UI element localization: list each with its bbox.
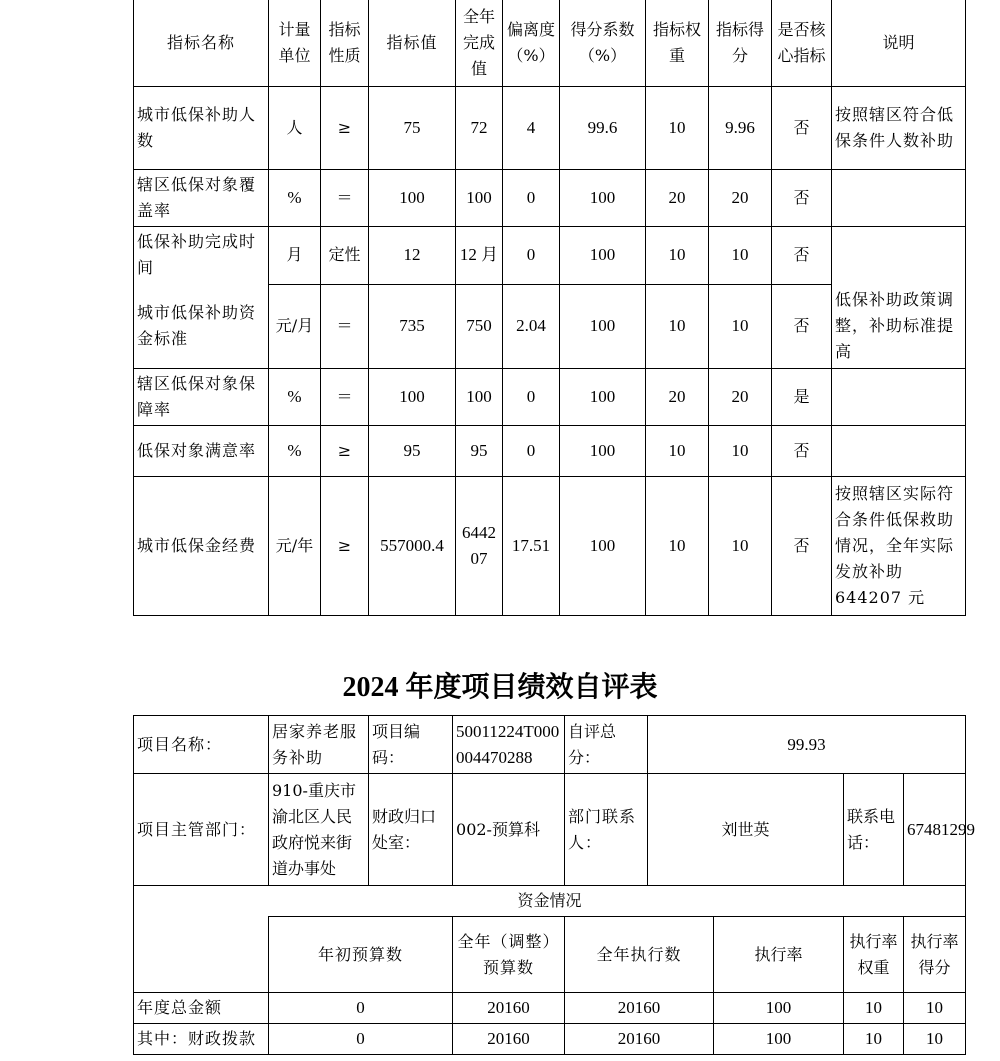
header-weight: 指标权重 [646, 0, 709, 86]
funds-row-executed: 20160 [565, 1024, 714, 1055]
funds-row-rate: 100 [714, 1024, 844, 1055]
header-coefficient: 得分系数（%） [560, 0, 646, 86]
row-nature: ≥ [321, 86, 369, 169]
project-dept-row [134, 774, 966, 886]
funds-row-adjusted: 20160 [453, 1024, 565, 1055]
row-core: 否 [772, 226, 832, 284]
header-actual: 全年完成值 [456, 0, 503, 86]
contact-label: 部门联系人： [565, 774, 648, 886]
row-score: 20 [709, 368, 772, 425]
self-score-label: 自评总分： [565, 716, 648, 774]
table-row [134, 993, 966, 1024]
row-weight: 20 [646, 169, 709, 226]
row-target: 75 [369, 86, 456, 169]
row-note [832, 226, 966, 284]
row-nature: ≥ [321, 476, 369, 615]
row-unit: 人 [269, 86, 321, 169]
row-score: 20 [709, 169, 772, 226]
row-name: 辖区低保对象覆盖率 [134, 169, 269, 226]
finance: 002-预算科 [453, 774, 565, 886]
contact: 刘世英 [648, 774, 844, 886]
row-core: 否 [772, 169, 832, 226]
header-unit: 计量单位 [269, 0, 321, 86]
funds-label: 资金情况 [134, 886, 966, 917]
row-coefficient: 100 [560, 425, 646, 476]
row-deviation: 0 [503, 226, 560, 284]
row-note: 按照辖区实际符合条件低保救助情况，全年实际发放补助 644207 元 [832, 476, 966, 615]
project-code: 50011224T000004470288 [453, 716, 565, 774]
funds-row-initial: 0 [269, 1024, 453, 1055]
row-score: 10 [709, 226, 772, 284]
row-deviation: 17.51 [503, 476, 560, 615]
row-actual: 644207 [456, 476, 503, 615]
funds-row-label: 其中：财政拨款 [134, 1024, 269, 1055]
funds-header-adjusted: 全年（调整）预算数 [453, 917, 565, 993]
funds-row-initial: 0 [269, 993, 453, 1024]
row-core: 否 [772, 476, 832, 615]
table-row [134, 226, 966, 284]
row-core: 否 [772, 86, 832, 169]
row-nature: 定性 [321, 226, 369, 284]
funds-row-rate-weight: 10 [844, 993, 904, 1024]
row-actual: 100 [456, 169, 503, 226]
row-weight: 10 [646, 226, 709, 284]
funds-row-adjusted: 20160 [453, 993, 565, 1024]
funds-row-rate-score: 10 [904, 1024, 966, 1055]
row-core: 是 [772, 368, 832, 425]
row-coefficient: 100 [560, 368, 646, 425]
row-nature: ＝ [321, 284, 369, 368]
row-core: 否 [772, 425, 832, 476]
table-row [134, 284, 966, 368]
finance-label: 财政归口处室： [369, 774, 453, 886]
funds-header-initial: 年初预算数 [269, 917, 453, 993]
header-score: 指标得分 [709, 0, 772, 86]
table-row [134, 1024, 966, 1055]
row-target: 100 [369, 368, 456, 425]
row-unit: % [269, 425, 321, 476]
row-actual: 95 [456, 425, 503, 476]
row-score: 10 [709, 284, 772, 368]
row-target: 557000.4 [369, 476, 456, 615]
row-core: 否 [772, 284, 832, 368]
row-name: 低保补助完成时间 [134, 226, 269, 284]
row-coefficient: 100 [560, 476, 646, 615]
row-target: 100 [369, 169, 456, 226]
funds-row-rate: 100 [714, 993, 844, 1024]
row-score: 9.96 [709, 86, 772, 169]
phone: 67481299 [904, 774, 966, 886]
header-name: 指标名称 [134, 0, 269, 86]
row-target: 12 [369, 226, 456, 284]
row-weight: 10 [646, 425, 709, 476]
row-note: 按照辖区符合低保条件人数补助 [832, 86, 966, 169]
funds-header-blank [134, 917, 269, 993]
row-actual: 12 月 [456, 226, 503, 284]
row-unit: 元/月 [269, 284, 321, 368]
row-deviation: 4 [503, 86, 560, 169]
row-note [832, 169, 966, 226]
header-target: 指标值 [369, 0, 456, 86]
self-score: 99.93 [648, 716, 966, 774]
row-unit: % [269, 169, 321, 226]
row-name: 城市低保金经费 [134, 476, 269, 615]
funds-row-executed: 20160 [565, 993, 714, 1024]
funds-row-rate-score: 10 [904, 993, 966, 1024]
table-row [134, 425, 966, 476]
project-code-label: 项目编码： [369, 716, 453, 774]
funds-header-rate-weight: 执行率权重 [844, 917, 904, 993]
row-note [832, 368, 966, 425]
funds-header-row [134, 917, 966, 993]
row-weight: 10 [646, 476, 709, 615]
phone-label: 联系电话： [844, 774, 904, 886]
project-name-label: 项目名称： [134, 716, 269, 774]
row-name: 辖区低保对象保障率 [134, 368, 269, 425]
row-target: 735 [369, 284, 456, 368]
header-deviation: 偏离度（%） [503, 0, 560, 86]
row-deviation: 0 [503, 368, 560, 425]
row-deviation: 0 [503, 425, 560, 476]
header-core: 是否核心指标 [772, 0, 832, 86]
row-actual: 100 [456, 368, 503, 425]
row-nature: ＝ [321, 169, 369, 226]
funds-header-rate-score: 执行率得分 [904, 917, 966, 993]
indicator-header-row [134, 0, 966, 86]
funds-row-rate-weight: 10 [844, 1024, 904, 1055]
section-title: 2024 年度项目绩效自评表 [342, 672, 658, 703]
row-note: 低保补助政策调整，补助标准提高 [832, 284, 966, 368]
table-row [134, 169, 966, 226]
row-note [832, 425, 966, 476]
header-note: 说明 [832, 0, 966, 86]
row-coefficient: 100 [560, 284, 646, 368]
row-deviation: 2.04 [503, 284, 560, 368]
row-unit: 元/年 [269, 476, 321, 615]
table-row [134, 476, 966, 615]
row-nature: ≥ [321, 425, 369, 476]
funds-header-rate: 执行率 [714, 917, 844, 993]
table-row [134, 86, 966, 169]
row-nature: ＝ [321, 368, 369, 425]
row-score: 10 [709, 476, 772, 615]
row-score: 10 [709, 425, 772, 476]
row-weight: 10 [646, 284, 709, 368]
row-unit: 月 [269, 226, 321, 284]
project-name-row [134, 716, 966, 774]
row-deviation: 0 [503, 169, 560, 226]
dept-label: 项目主管部门： [134, 774, 269, 886]
table-row [134, 368, 966, 425]
row-weight: 20 [646, 368, 709, 425]
funds-row-label: 年度总金额 [134, 993, 269, 1024]
header-nature: 指标性质 [321, 0, 369, 86]
row-unit: % [269, 368, 321, 425]
row-target: 95 [369, 425, 456, 476]
indicator-table [133, 0, 966, 616]
funds-header-executed: 全年执行数 [565, 917, 714, 993]
row-name: 低保对象满意率 [134, 425, 269, 476]
row-coefficient: 100 [560, 226, 646, 284]
project-table [133, 715, 976, 1055]
dept: 910-重庆市渝北区人民政府悦来街道办事处 [269, 774, 369, 886]
row-weight: 10 [646, 86, 709, 169]
funds-label-row [134, 886, 966, 917]
row-coefficient: 99.6 [560, 86, 646, 169]
row-name: 城市低保补助资金标准 [134, 284, 269, 368]
project-name: 居家养老服务补助 [269, 716, 369, 774]
row-actual: 750 [456, 284, 503, 368]
row-coefficient: 100 [560, 169, 646, 226]
row-name: 城市低保补助人数 [134, 86, 269, 169]
row-actual: 72 [456, 86, 503, 169]
